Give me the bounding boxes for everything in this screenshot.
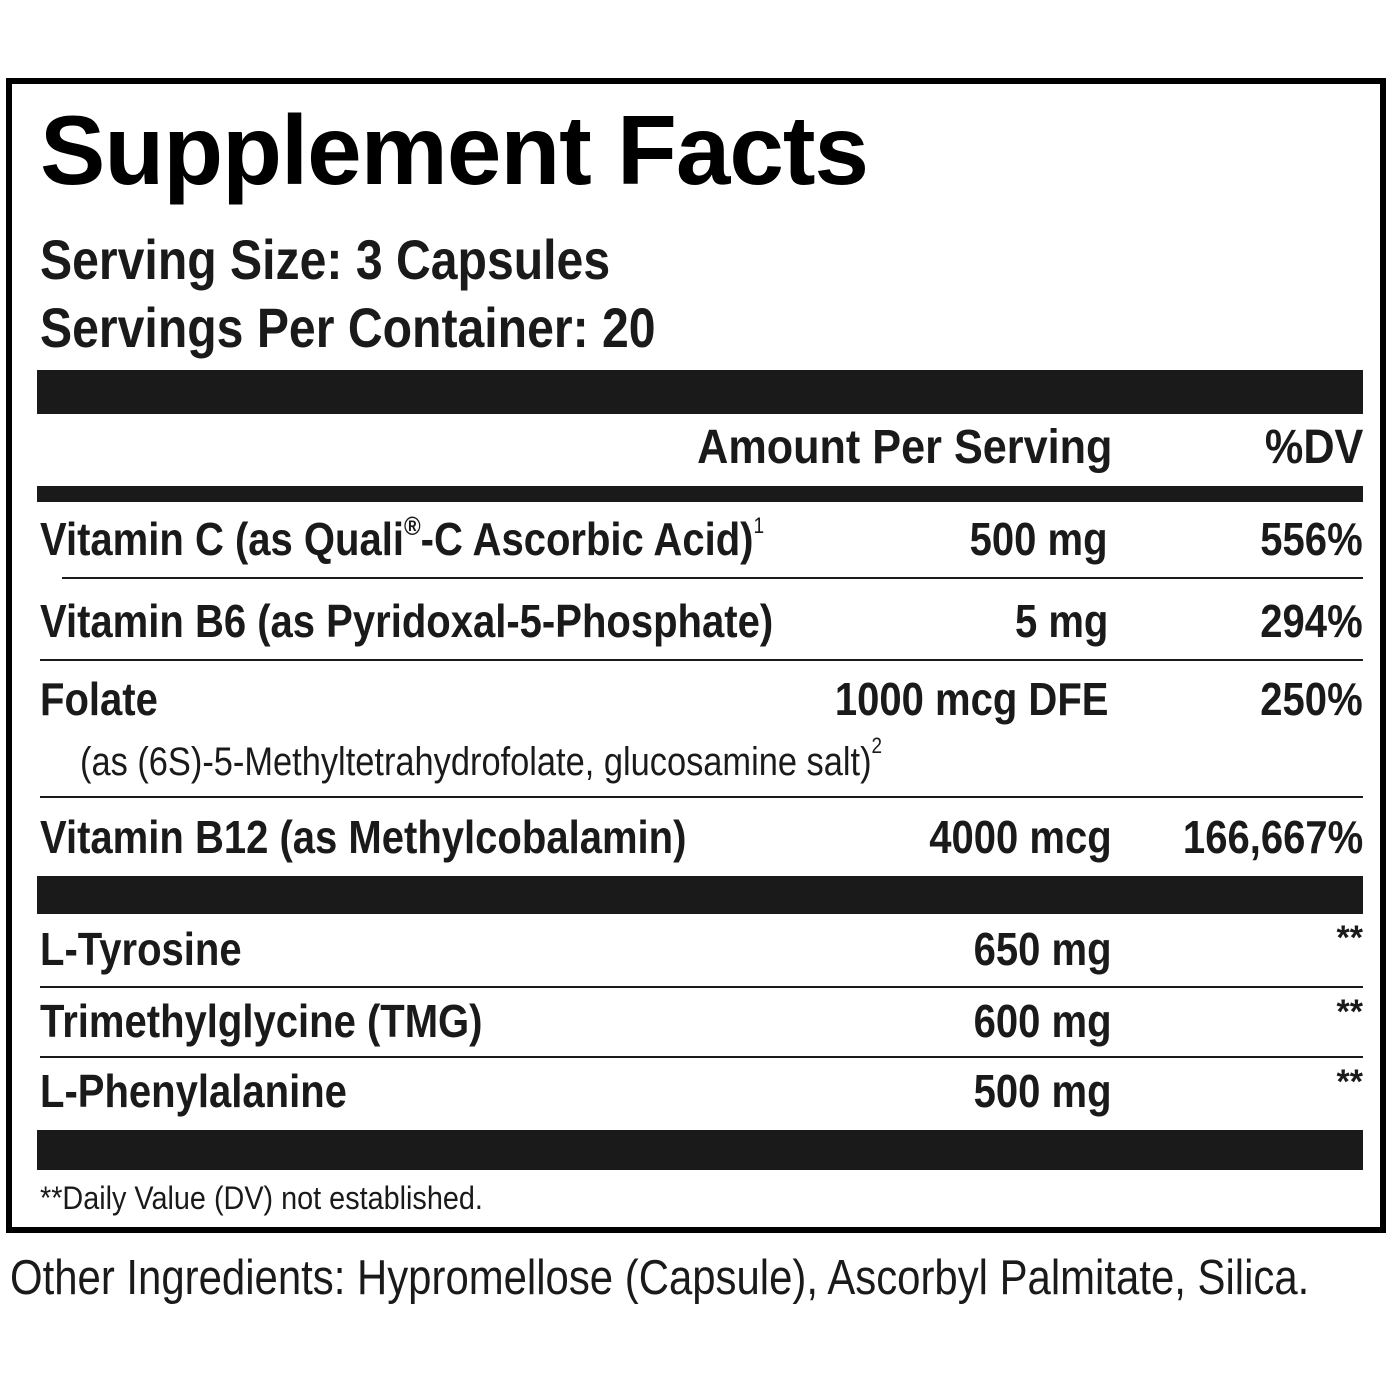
nutrient-dv-folate: 250% [1260, 673, 1363, 725]
nutrient-amount-l-tyrosine: 650 mg [974, 923, 1112, 975]
panel-title: Supplement Facts [40, 95, 869, 205]
nutrient-name-tmg: Trimethylglycine (TMG) [40, 995, 483, 1047]
folate-source-note: (as (6S)-5-Methyltetrahydrofolate, glucosamine salt)$^2$ [80, 733, 883, 784]
row-divider [40, 659, 1363, 661]
servings-per-container: Servings Per Container: 20 [40, 296, 656, 359]
nutrient-dv-vitamin-c: 556% [1260, 513, 1363, 565]
nutrient-dv-vitamin-b12: 166,667% [1182, 811, 1363, 863]
nutrient-dv-l-phenylalanine: ** [1336, 1063, 1363, 1101]
nutrient-dv-l-tyrosine: ** [1336, 919, 1363, 957]
nutrient-name-folate: Folate [40, 673, 158, 725]
nutrient-name-l-tyrosine: L-Tyrosine [40, 923, 242, 975]
thick-divider-top [37, 370, 1363, 414]
supplement-facts-panel [6, 78, 1386, 1233]
row-divider [40, 1056, 1363, 1058]
nutrient-name-vitamin-b6: Vitamin B6 (as Pyridoxal-5-Phosphate) [40, 595, 774, 647]
nutrient-name-vitamin-c: Vitamin C (as Quali®-C Ascorbic Acid)$^1$ [40, 511, 765, 565]
header-divider [37, 486, 1363, 502]
row-divider [40, 796, 1363, 798]
nutrient-name-vitamin-b12: Vitamin B12 (as Methylcobalamin) [40, 811, 687, 863]
nutrient-amount-l-phenylalanine: 500 mg [974, 1065, 1112, 1117]
nutrient-amount-vitamin-c: 500 mg [970, 513, 1108, 565]
dv-footnote: **Daily Value (DV) not established. [40, 1180, 483, 1216]
nutrient-name-l-phenylalanine: L-Phenylalanine [40, 1065, 347, 1117]
nutrient-amount-folate: 1000 mcg DFE [834, 673, 1108, 725]
row-divider [62, 577, 1363, 579]
nutrient-dv-tmg: ** [1336, 993, 1363, 1031]
other-ingredients: Other Ingredients: Hypromellose (Capsule), Ascorbyl Palmitate, Silica. [10, 1251, 1310, 1305]
nutrient-amount-vitamin-b12: 4000 mcg [929, 811, 1112, 863]
row-divider [40, 986, 1363, 988]
nutrient-amount-vitamin-b6: 5 mg [1014, 595, 1108, 647]
thick-divider-bottom [37, 1130, 1363, 1170]
header-dv: %DV [1264, 421, 1363, 474]
header-amount-per-serving: Amount Per Serving [696, 421, 1112, 474]
thick-divider-middle [37, 876, 1363, 914]
serving-size: Serving Size: 3 Capsules [40, 228, 611, 291]
nutrient-amount-tmg: 600 mg [974, 995, 1112, 1047]
nutrient-dv-vitamin-b6: 294% [1260, 595, 1363, 647]
